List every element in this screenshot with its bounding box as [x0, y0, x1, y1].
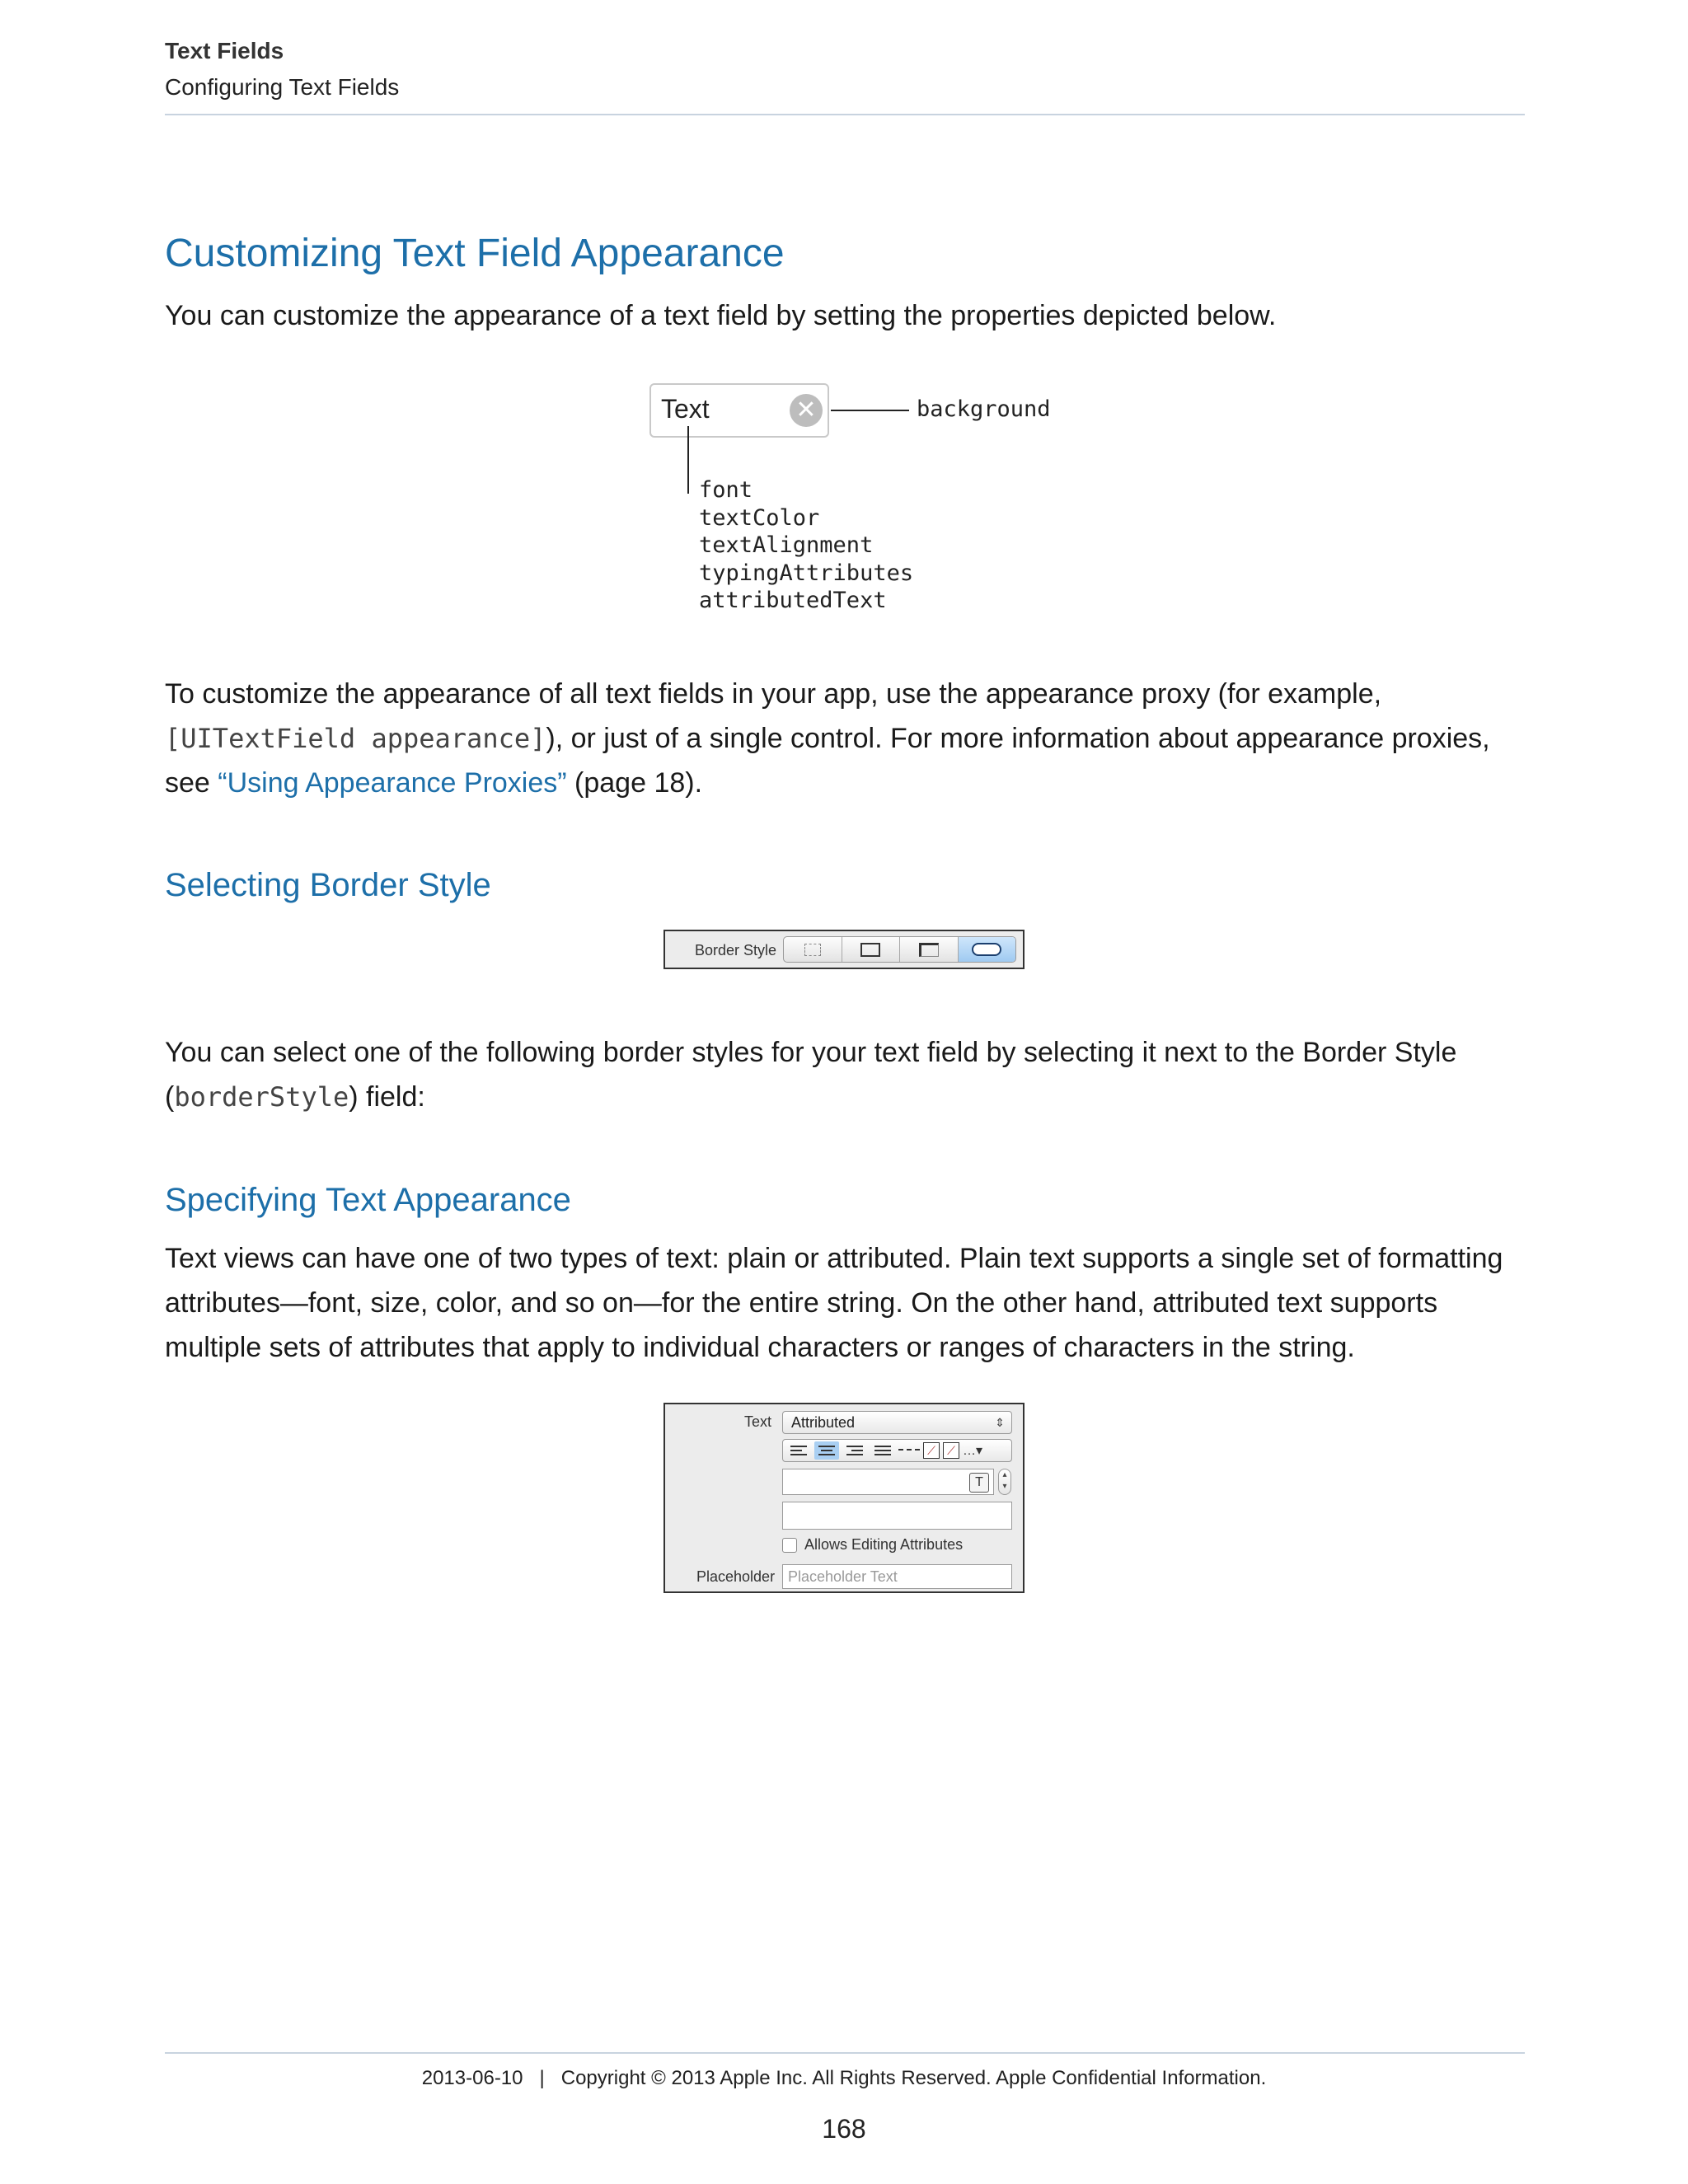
footer-divider [165, 2052, 1525, 2054]
border-style-bezel[interactable] [900, 937, 959, 962]
font-field[interactable] [782, 1469, 994, 1495]
border-style-line[interactable] [842, 937, 901, 962]
align-left-button[interactable] [786, 1441, 811, 1460]
border-style-paragraph: You can select one of the following border styles for your text field by selecting it next to the Border Style (borderStyle) field: [165, 1037, 1457, 1113]
align-right-button[interactable] [842, 1441, 867, 1460]
highlight-color-swatch-icon[interactable]: ⟋ [943, 1442, 959, 1459]
text-property-list [699, 476, 913, 615]
sample-text-field-value: Text [661, 394, 710, 424]
appearance-proxy-paragraph: To customize the appearance of all text fields in your app, use the appearance proxy (for example, [UITextField appearance]), or just of a single control. For more information about appearance proxies, see “Using Appearance Proxies” (page 18). [165, 678, 1490, 799]
border-style-label: Border Style [695, 942, 777, 958]
placeholder-label: Placeholder [696, 1568, 776, 1585]
heading-text-appearance: Specifying Text Appearance [165, 1182, 571, 1218]
allows-editing-attributes-label: Allows Editing Attributes [804, 1536, 964, 1553]
code-uitextfield-appearance: [UITextField appearance] [165, 723, 546, 754]
footer-copyright: 2013-06-10 | Copyright © 2013 Apple Inc. All Rights Reserved. Apple Confidential Information. [421, 2067, 1267, 2089]
border-none-icon [804, 944, 821, 956]
font-picker-icon[interactable]: T [969, 1473, 989, 1493]
border-style-rounded[interactable] [959, 937, 1016, 962]
property-textcolor: textColor [699, 504, 820, 531]
spacing-dash-icon[interactable] [898, 1449, 920, 1452]
text-color-swatch-icon[interactable]: ⟋ [923, 1442, 940, 1459]
more-options-icon[interactable]: …▾ [963, 1444, 983, 1458]
align-center-button[interactable] [814, 1441, 839, 1460]
property-attributedtext: attributedText [699, 588, 887, 613]
heading-customizing: Customizing Text Field Appearance [165, 232, 785, 275]
border-style-segmented[interactable] [783, 936, 1016, 963]
header-divider [165, 114, 1525, 115]
heading-border-style: Selecting Border Style [165, 867, 491, 903]
popup-arrows-icon: ⇕ [995, 1416, 1005, 1429]
text-callout-line [687, 426, 689, 494]
running-header-section: Configuring Text Fields [165, 74, 400, 100]
border-line-icon [860, 943, 880, 957]
allows-editing-attributes-checkbox[interactable] [782, 1538, 797, 1553]
align-justify-button[interactable] [870, 1441, 895, 1460]
placeholder-input[interactable]: Placeholder Text [782, 1564, 1012, 1589]
inspector-text-label: Text [744, 1413, 772, 1430]
background-callout-line [831, 410, 909, 411]
running-header-chapter: Text Fields [165, 38, 284, 63]
background-label: background [917, 396, 1051, 422]
attributed-text-field[interactable] [782, 1502, 1012, 1530]
page-number: 168 [822, 2114, 866, 2144]
property-typingattributes: typingAttributes [699, 560, 914, 586]
clear-icon: ✕ [790, 394, 823, 427]
link-using-appearance-proxies[interactable]: “Using Appearance Proxies” [218, 767, 567, 799]
property-textalignment: textAlignment [699, 532, 874, 558]
property-font: font [699, 477, 753, 503]
intro-paragraph: You can customize the appearance of a text field by setting the properties depicted below. [165, 300, 1277, 331]
border-bezel-icon [919, 943, 939, 957]
font-size-stepper[interactable]: ▴ ▾ [998, 1469, 1011, 1495]
text-type-popup[interactable]: Attributed ⇕ [782, 1411, 1012, 1434]
text-formatting-toolbar [782, 1439, 1012, 1462]
code-borderstyle: borderStyle [174, 1081, 349, 1113]
border-rounded-icon [972, 943, 1001, 956]
text-appearance-paragraph: Text views can have one of two types of text: plain or attributed. Plain text supports a single set of formatting attributes—font, size, color, and so on—for the entire string. On the other hand, attributed text supports multiple sets of attributes that apply to individual characters or ranges of characters in the string. [165, 1243, 1503, 1363]
border-style-none[interactable] [784, 937, 842, 962]
